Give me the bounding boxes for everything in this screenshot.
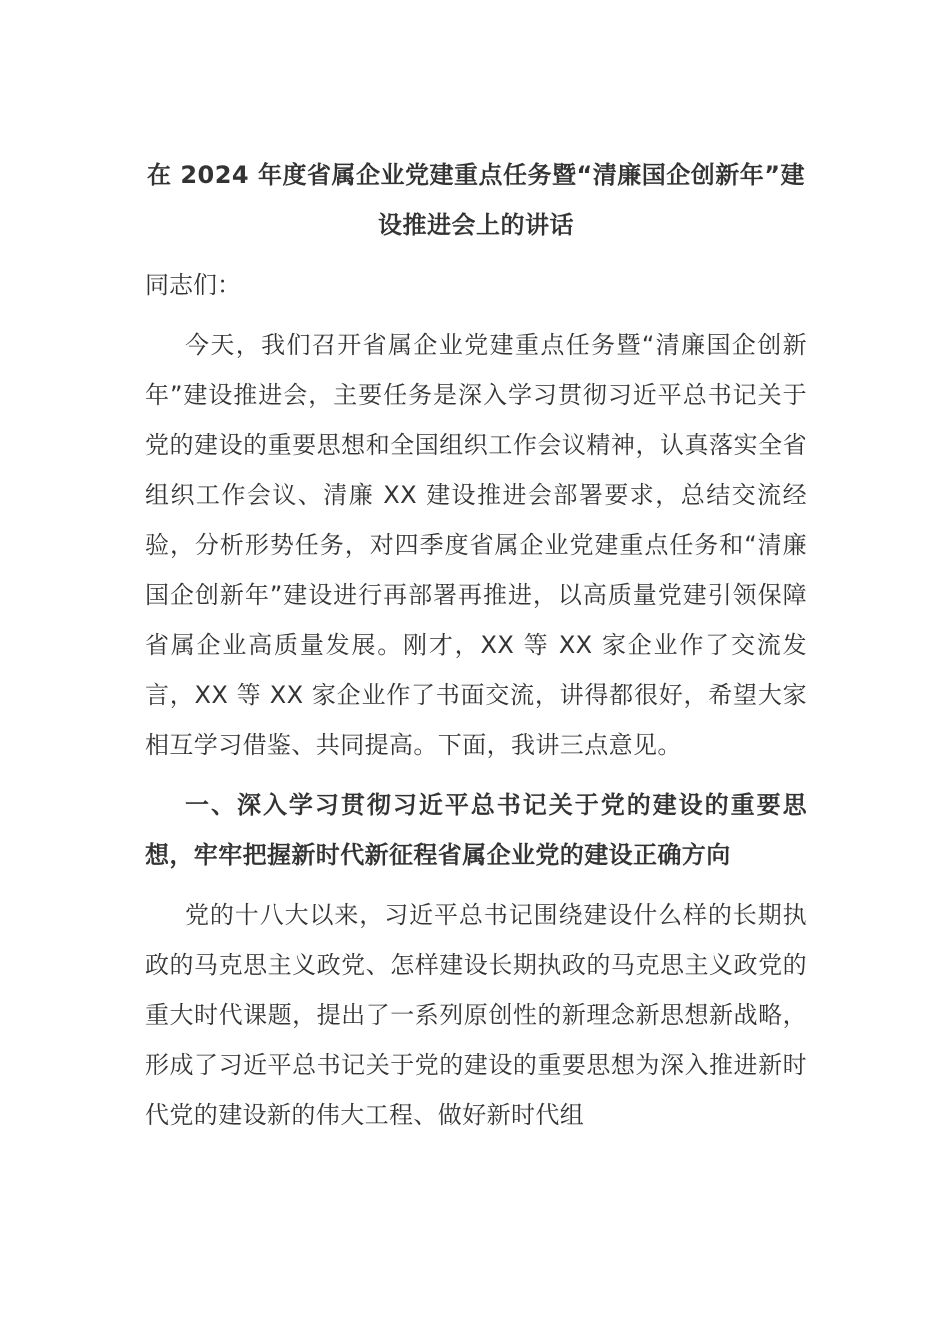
section-paragraph: 党的十八大以来，习近平总书记围绕建设什么样的长期执政的马克思主义政党、怎样建设长期执政的马克思主义政党的重大时代课题，提出了一系列原创性的新理念新思想新战略，形成了习近平总书记关于党的建设的重要思想为深入推进新时代党的建设新的伟大工程、做好新时代组 xyxy=(145,901,807,1129)
intro-paragraph: 今天，我们召开省属企业党建重点任务暨“清廉国企创新年”建设推进会，主要任务是深入学习贯彻习近平总书记关于党的建设的重要思想和全国组织工作会议精神，认真落实全省组织工作会议、清廉 XX 建设推进会部署要求，总结交流经验，分析形势任务，对四季度省属企业党建重点任务和“清廉国企创新年”建设进行再部署再推进，以高质量党建引领保障省属企业高质量发展。刚才，XX 等 XX 家企业作了交流发言，XX 等 XX 家企业作了书面交流，讲得都很好，希望大家相互学习借鉴、共同提高。下面，我讲三点意见。 xyxy=(145,331,807,759)
document-page xyxy=(145,150,807,1140)
section-heading: 一、深入学习贯彻习近平总书记关于党的建设的重要思想，牢牢把握新时代新征程省属企业党的建设正确方向 xyxy=(145,791,807,869)
document-title: 在 2024 年度省属企业党建重点任务暨“清廉国企创新年”建设推进会上的讲话 xyxy=(146,161,806,239)
salutation: 同志们： xyxy=(145,271,241,299)
